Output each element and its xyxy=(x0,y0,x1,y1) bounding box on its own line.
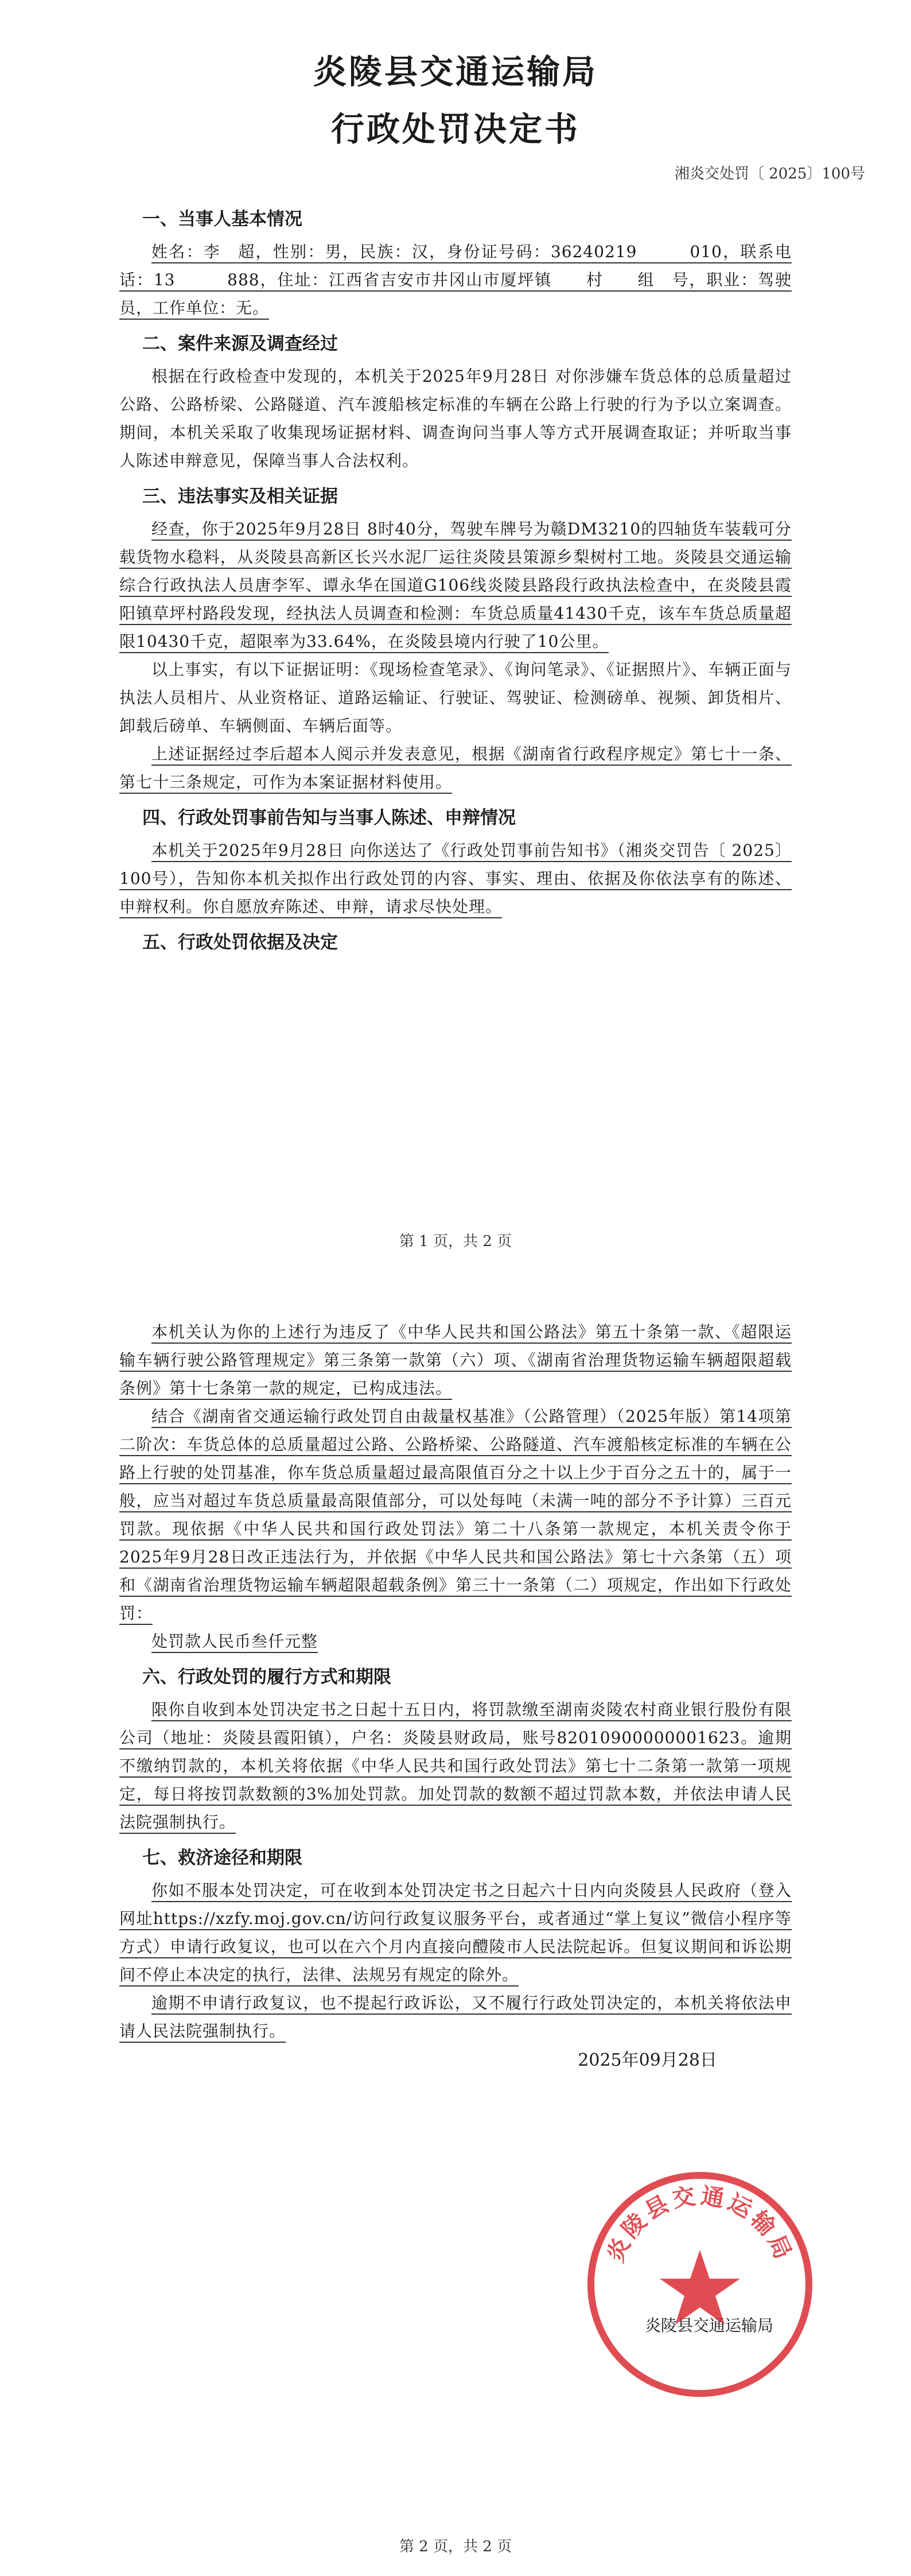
document-page-1 xyxy=(0,0,911,1280)
section-heading-1: 一、当事人基本情况 xyxy=(142,209,302,230)
party-info-paragraph: 姓名：李 超，性别：男，民族：汉，身份证号码：36240219 010，联系电话：13 888，住址：江西省吉安市井冈山市厦坪镇 村 组 号，职业：驾驶员，工作单位：无。 xyxy=(119,238,792,322)
page-number-1: 第 1 页，共 2 页 xyxy=(399,1233,512,1250)
svg-text:炎陵县交通运输局: 炎陵县交通运输局 xyxy=(602,2182,798,2266)
notification-paragraph: 本机关于2025年9月28日 向你送达了《行政处罚事前告知书》（湘炎交罚告〔 2025〕100号），告知你本机关拟作出行政处罚的内容、事实、理由、依据及你依法享有的陈述、申辩权利。你自愿放弃陈述、申辩，请求尽快处理。 xyxy=(119,836,792,921)
remedy-paragraph: 你如不服本处罚决定，可在收到本处罚决定书之日起六十日内向炎陵县人民政府（登入网址https://xzfy.moj.gov.cn/访问行政复议服务平台，或者通过“掌上复议”微信小程序等方式）申请行政复议，也可以在六个月内直接向醴陵市人民法院起诉。但复议期间和诉讼期间不停止本决定的执行，法律、法规另有规定的除外。 xyxy=(119,1876,792,1989)
case-source-paragraph: 根据在行政检查中发现的，本机关于2025年9月28日 对你涉嫌车货总体的总质量超过公路、公路桥梁、公路隧道、汽车渡船核定标准的车辆在公路上行驶的行为予以立案调查。期间，本机关采取了收集现场证据材料、调查询问当事人等方式开展调查取证；并听取当事人陈述申辩意见，保障当事人合法权利。 xyxy=(119,367,792,470)
official-seal-icon xyxy=(579,2164,820,2405)
doc-title-line1: 炎陵县交通运输局 xyxy=(313,52,598,91)
document-number: 湘炎交处罚〔 2025〕100号 xyxy=(674,165,865,183)
page2-body xyxy=(119,1318,792,2076)
penalty-basis-paragraph: 结合《湖南省交通运输行政处罚自由裁量权基准》（公路管理）（2025年版）第14项第二阶次：车货总体的总质量超过公路、公路桥梁、公路隧道、汽车渡船核定标准的车辆在公路上行驶的处罚基准，你车货总质量超过最高限值百分之十以上少于百分之五十的，属于一般，应当对超过车货总质量最高限值部分，可以处每吨（未满一吨的部分不予计算）三百元罚款。现依据《中华人民共和国行政处罚法》第二十八条第一款规定，本机关责令你于2025年9月28日改正违法行为，并依据《中华人民共和国公路法》第七十六条第（五）项和《湖南省治理货物运输车辆超限超载条例》第三十一条第（二）项规定，作出如下行政处罚： xyxy=(119,1402,792,1627)
page1-body xyxy=(119,201,792,961)
decision-date: 2025年09月28日 xyxy=(578,2050,717,2070)
enforcement-paragraph: 逾期不申请行政复议，也不提起行政诉讼，又不履行行政处罚决定的，本机关将依法申请人民法院强制执行。 xyxy=(119,1989,792,2045)
evidence-list-paragraph: 以上事实，有以下证据证明：《现场检查笔录》、《询问笔录》、《证据照片》、车辆正面与执法人员相片、从业资格证、道路运输证、行驶证、驾驶证、检测磅单、视频、卸货相片、卸载后磅单、车辆侧面、车辆后面等。 xyxy=(119,660,792,735)
section-heading-6: 六、行政处罚的履行方式和期限 xyxy=(142,1667,391,1687)
section-heading-2: 二、案件来源及调查经过 xyxy=(142,333,338,354)
facts-paragraph: 经查，你于2025年9月28日 8时40分，驾驶车牌号为赣DM3210的四轴货车装载可分载货物水稳料，从炎陵县高新区长兴水泥厂运往炎陵县策源乡梨树村工地。炎陵县交通运输综合行政执法人员唐李军、谭永华在国道G106线炎陵县路段行政执法检查中，在炎陵县霞阳镇草坪村路段发现，经执法人员调查和检测：车货总质量41430千克，该车车货总质量超限10430千克，超限率为33.64%，在炎陵县境内行驶了10公里。 xyxy=(119,515,792,655)
section-heading-4: 四、行政处罚事前告知与当事人陈述、申辩情况 xyxy=(142,808,516,828)
violation-basis-paragraph: 本机关认为你的上述行为违反了《中华人民共和国公路法》第五十条第一款、《超限运输车辆行驶公路管理规定》第三条第一款第（六）项、《湖南省治理货物运输车辆超限超载条例》第十七条第一款的规定，已构成违法。 xyxy=(119,1318,792,1402)
penalty-amount: 处罚款人民币叁仟元整 xyxy=(119,1627,792,1655)
doc-title-line2: 行政处罚决定书 xyxy=(330,110,580,149)
signing-authority: 炎陵县交通运输局 xyxy=(644,2316,773,2335)
page-number-2: 第 2 页，共 2 页 xyxy=(399,2538,512,2555)
evidence-review-paragraph: 上述证据经过李后超本人阅示并发表意见，根据《湖南省行政程序规定》第七十一条、第七十三条规定，可作为本案证据材料使用。 xyxy=(119,740,792,796)
section-heading-3: 三、违法事实及相关证据 xyxy=(142,486,338,507)
payment-paragraph: 限你自收到本处罚决定书之日起十五日内，将罚款缴至湖南炎陵农村商业银行股份有限公司（地址：炎陵县霞阳镇），户名：炎陵县财政局，账号82010900000001623。逾期不缴纳罚款的，本机关将依据《中华人民共和国行政处罚法》第七十二条第一款第一项规定，每日将按罚款数额的3%加处罚款。加处罚款的数额不超过罚款本数，并依法申请人民法院强制执行。 xyxy=(119,1696,792,1836)
document-page-2 xyxy=(0,1280,911,2576)
section-heading-5: 五、行政处罚依据及决定 xyxy=(142,932,338,953)
section-heading-7: 七、救济途径和期限 xyxy=(142,1848,302,1868)
